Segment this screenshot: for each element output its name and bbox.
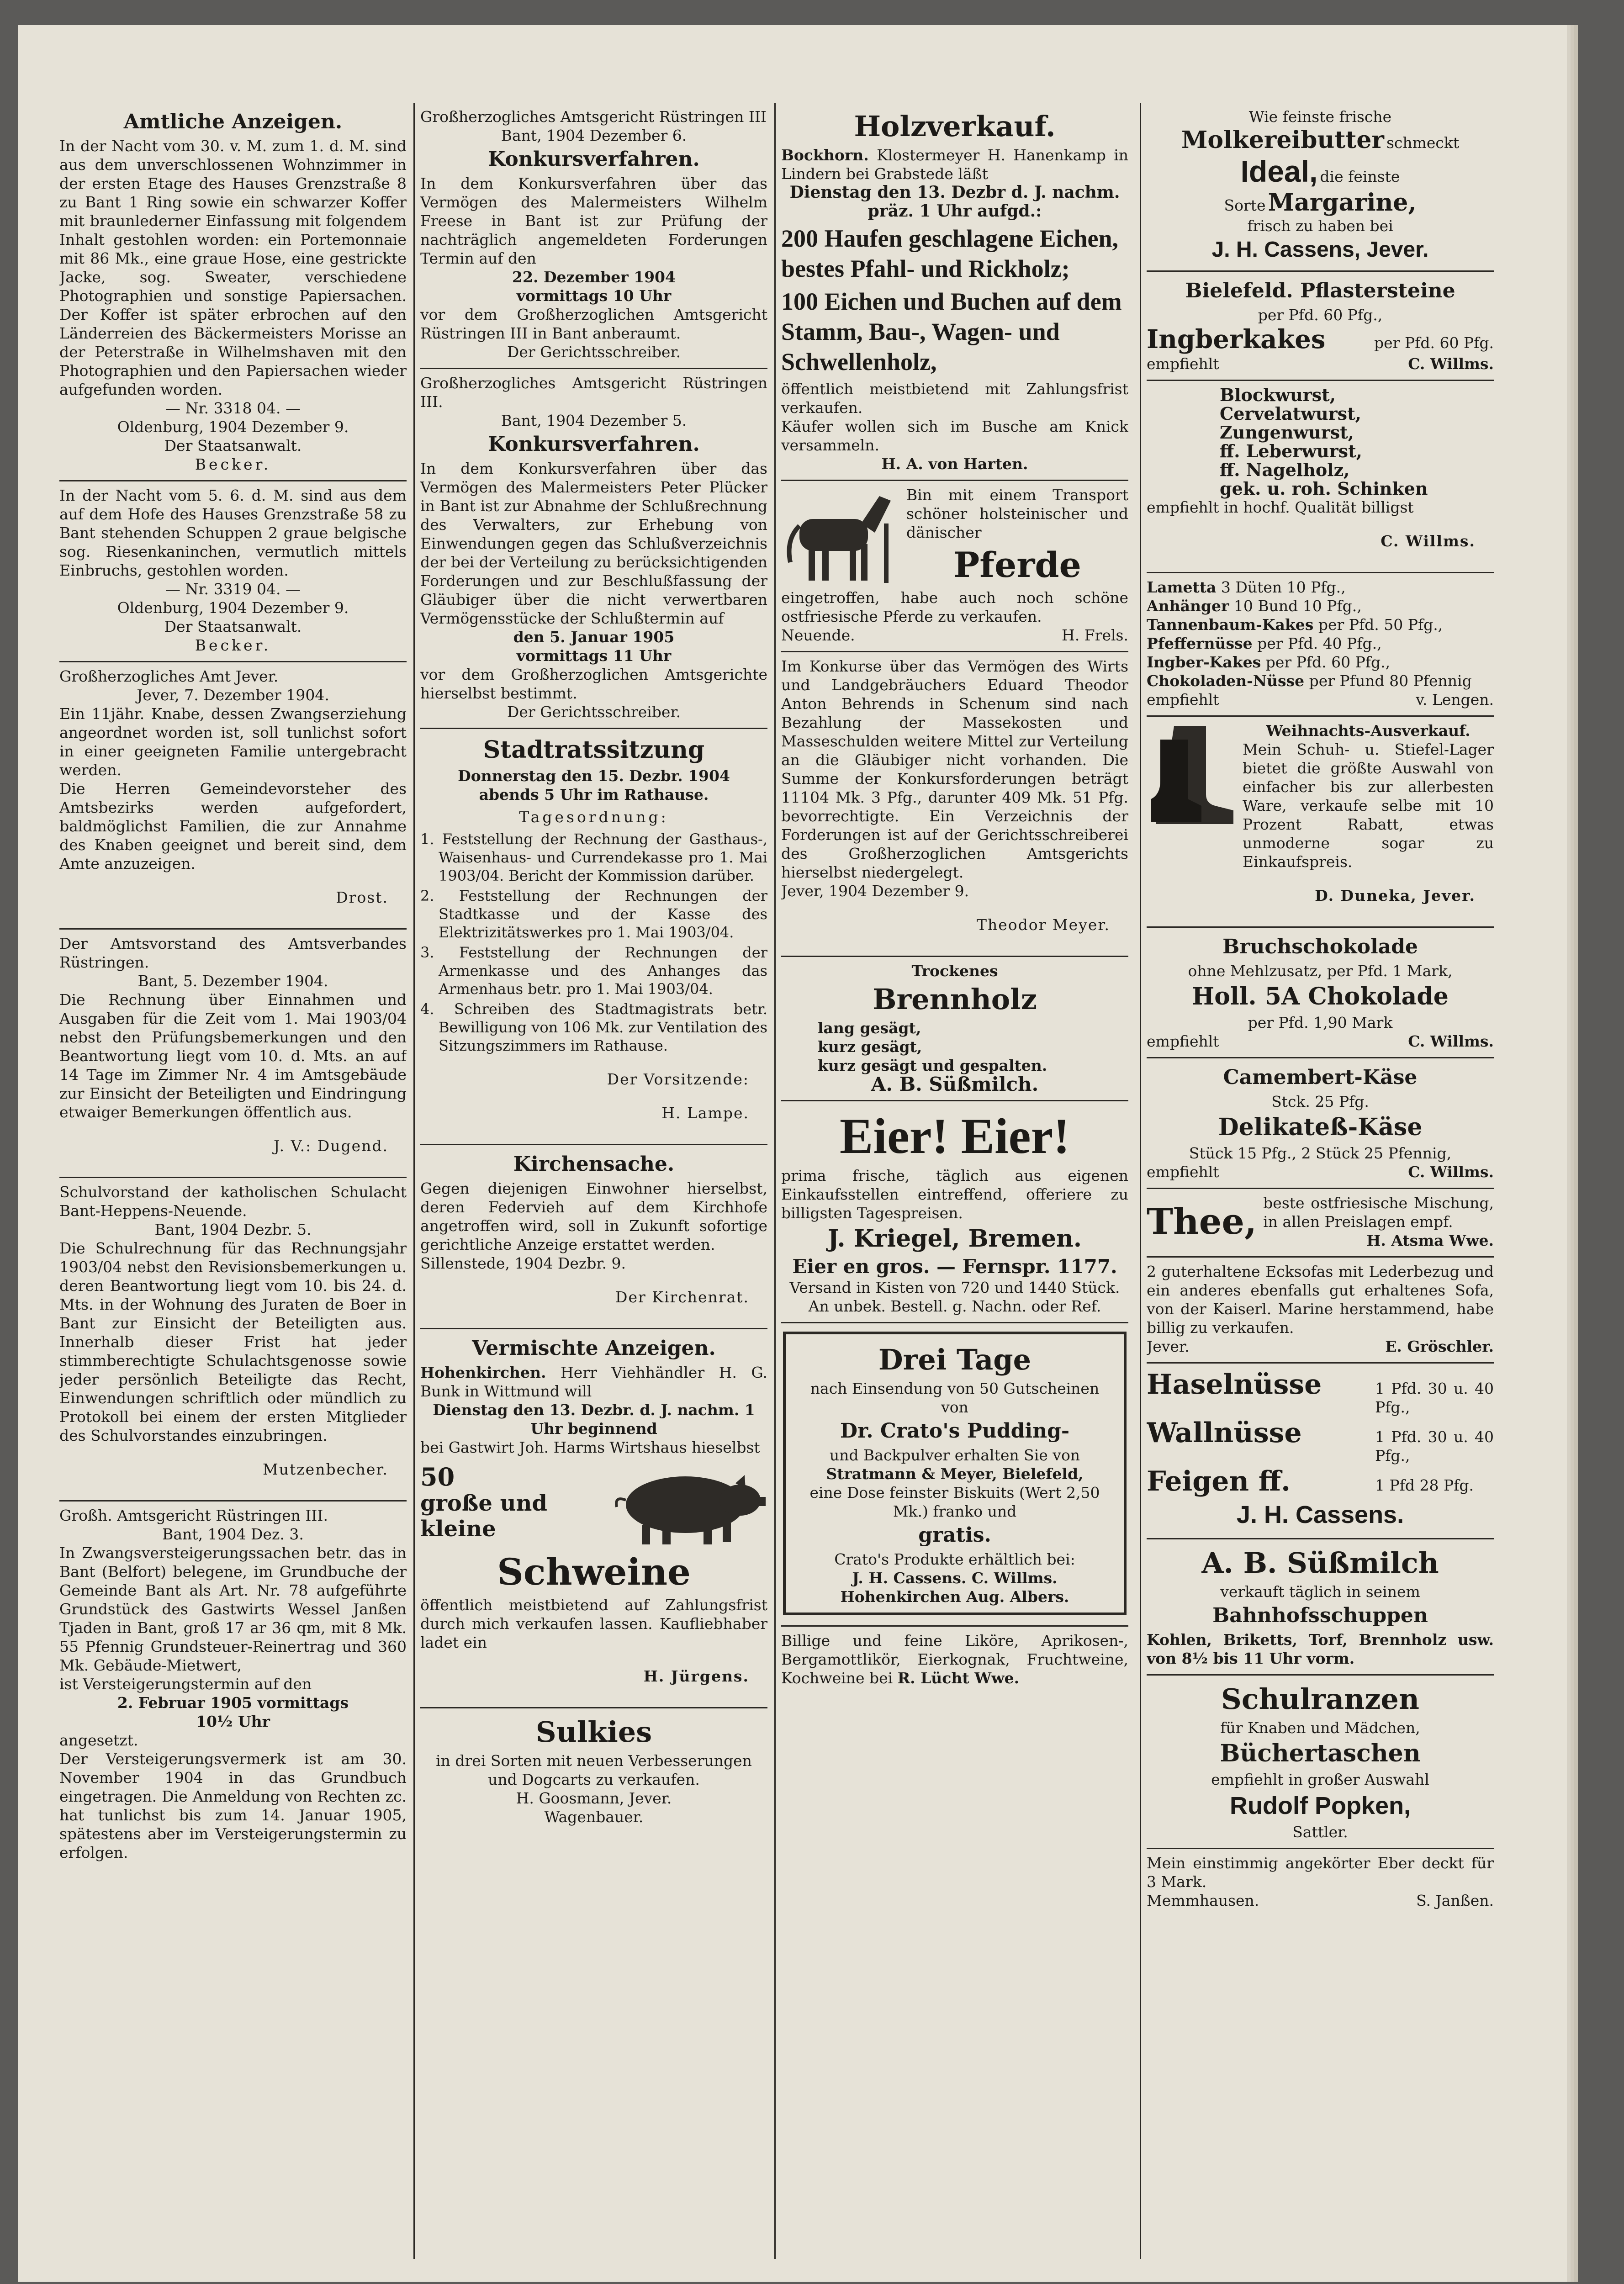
ad-text: eingetroffen, habe auch noch schöne ostfriesische Pferde zu verkaufen.	[781, 589, 1128, 625]
kaese-ad	[1147, 1058, 1494, 1189]
agenda-item: 2. Feststellung der Rechnungen der Stadtkasse und der Kasse des Elektrizitätswerkes pro 1. Mai 1903/04.	[420, 887, 767, 941]
notice-office: Großh. Amtsgericht Rüstringen III.	[59, 1507, 328, 1524]
notice-date: den 5. Januar 1905	[513, 628, 675, 646]
ad-text: empfiehlt in großer Auswahl	[1211, 1771, 1429, 1788]
ad-text: empfiehlt	[1147, 691, 1219, 708]
notice-text: Ein 11jähr. Knabe, dessen Zwangserziehung angeordnet worden ist, soll tunlichst sofort in einer geeigneten Familie untergebracht werden.	[59, 705, 407, 779]
ad-lead: Bockhorn.	[781, 146, 869, 164]
notice-text: vor dem Großherzoglichen Amtsgerichte hierselbst bestimmt.	[420, 666, 767, 702]
ad-text: öffentlich meistbietend auf Zahlungsfrist durch mich verkaufen lassen. Kaufliebhaber ladet ein	[420, 1596, 767, 1651]
ad-price: per Pfund 80 Pfennig	[1309, 672, 1472, 690]
ad-signature: H. Frels.	[1062, 626, 1128, 644]
ad-price: Stck. 25 Pfg.	[1271, 1093, 1369, 1110]
ad-headline: Schweine	[497, 1550, 691, 1593]
ad-headline: Büchertaschen	[1220, 1739, 1421, 1767]
ad-text: Klostermeyer H. Hanenkamp in Lindern bei Grabstede läßt	[781, 146, 1128, 183]
pig-icon	[603, 1457, 767, 1548]
notice-place: Bant, 1904 Dezember 6.	[501, 127, 687, 144]
ad-text: öffentlich meistbietend mit Zahlungsfrist verkaufen.	[781, 380, 1128, 417]
notice-signature: Mutzenbecher.	[262, 1460, 388, 1478]
newspaper-page	[18, 25, 1567, 2282]
ad-firm: J. H. Cassens, Jever.	[1211, 238, 1429, 262]
konkurs-notice-2	[420, 369, 767, 729]
ad-text: und Backpulver erhalten Sie von	[829, 1446, 1080, 1464]
agenda-item: 3. Feststellung der Rechnungen der Armenkasse und des Anhanges das Armenhaus betr. pro 1. Mai 1903/04.	[420, 944, 767, 998]
ad-text: beste ostfriesische Mischung, in allen Preislagen empf.	[1263, 1194, 1494, 1231]
schokolade-ad	[1147, 928, 1494, 1058]
notice-place: Bant, 1904 Dez. 3.	[162, 1525, 304, 1543]
ad-text: Käufer wollen sich im Busche am Knick versammeln.	[781, 418, 1128, 454]
notice-heading: Kirchensache.	[513, 1153, 675, 1176]
eier-ad	[781, 1101, 1128, 1323]
notice-date: Donnerstag den 15. Dezbr. 1904	[458, 767, 730, 785]
notice-place: Bant, 5. Dezember 1904.	[138, 972, 328, 990]
column-3	[781, 103, 1128, 2259]
ad-price: 1 Pfd. 30 u. 40 Pfg.,	[1375, 1380, 1494, 1416]
notice-text: vor dem Großherzoglichen Amtsgericht Rüstringen III in Bant anberaumt.	[420, 306, 767, 342]
ad-price: per Pfd. 1,90 Mark	[1248, 1014, 1393, 1031]
amtsverband-notice	[59, 930, 407, 1178]
ad-price: per Pfd. 60 Pfg.	[1374, 334, 1494, 352]
schweine-ad	[420, 1329, 767, 1708]
notice-time: vormittags 10 Uhr	[516, 287, 672, 305]
agenda-item: 1. Feststellung der Rechnung der Gasthaus-, Waisenhaus- und Currendekasse pro 1. Mai 1903/04. Bericht der Kommission darüber.	[420, 830, 767, 884]
ad-firm: Rudolf Popken,	[1230, 1792, 1411, 1819]
notice-text: Gegen diejenigen Einwohner hierselbst, deren Federvieh auf dem Kirchhofe angetroffen wird, soll in Zukunft sofortige gerichtliche Anzeige erstattet werden.	[420, 1179, 767, 1253]
ad-text: nach Einsendung von 50 Gutscheinen von	[810, 1380, 1100, 1416]
notice-signature: Becker.	[195, 455, 271, 473]
ad-headline: Pferde	[953, 545, 1081, 585]
notice-office: Großherzogliches Amt Jever.	[59, 667, 279, 685]
ad-product: Dr. Crato's Pudding-	[840, 1419, 1070, 1443]
ad-text: schmeckt	[1386, 134, 1460, 152]
ad-text: Bin mit einem Transport schöner holsteinischer und dänischer	[906, 486, 1128, 541]
ad-big-text: 200 Haufen geschlagene Eichen, bestes Pfahl- und Rickholz;	[781, 225, 1118, 282]
kirchensache-notice	[420, 1145, 767, 1329]
ad-gros: Eier en gros. — Fernspr. 1177.	[792, 1255, 1117, 1278]
notice-text: In der Nacht vom 30. v. M. zum 1. d. M. sind aus dem unverschlossenen Wohnzimmer in der ersten Etage des Hauses Grenzstraße 8 zu Bant 1 Ring sowie ein schwarzer Koffer mit braunlederner Einfassung mit folgendem Inhalt gestohlen worden: ein Portemonnaie mit 86 Mk., eine graue Hose, eine gestrickte Jacke, sog. Sweater, verschiedene Photographien und sonstige Papiersachen. Der Koffer ist später erbrochen auf den Länderreien des Bäckermeisters Morisse an der Peterstraße in Wilhelmshaven mit den Photographien und den Papiersachen wieder aufgefunden worden.	[59, 137, 407, 398]
column-4	[1147, 103, 1494, 2259]
ad-signature: C. Willms.	[1381, 532, 1476, 550]
ad-firm: Stratmann & Meyer, Bielefeld,	[826, 1465, 1084, 1483]
eber-ad	[1147, 1849, 1494, 1916]
ad-count: 50	[420, 1462, 455, 1491]
ad-text: Mein einstimmig angekörter Eber deckt für 3 Mark.	[1147, 1854, 1494, 1891]
sofa-ad	[1147, 1258, 1494, 1364]
ad-price: Stück 15 Pfg., 2 Stück 25 Pfennig,	[1189, 1144, 1452, 1162]
notice-time: 10½ Uhr	[196, 1713, 270, 1730]
theft-notice-2	[59, 481, 407, 662]
schulranzen-ad	[1147, 1676, 1494, 1849]
ad-product: Margarine,	[1268, 189, 1417, 217]
ad-date: Dienstag den 13. Dezbr d. J. nachm. präz. 1 Uhr aufgd.:	[789, 183, 1120, 221]
notice-signature: Drost.	[336, 888, 388, 906]
notice-signature: Theodor Meyer.	[976, 916, 1110, 934]
notice-signature: Der Gerichtsschreiber.	[507, 343, 681, 361]
notice-office: Der Amtsvorstand des Amtsverbandes Rüstringen.	[59, 935, 407, 971]
ad-text: An unbek. Bestell. g. Nachn. oder Ref.	[808, 1297, 1101, 1315]
ad-headline: Weihnachts-Ausverkauf.	[1266, 722, 1471, 740]
ad-text: prima frische, täglich aus eigenen Einkaufsstellen eintreffend, offeriere zu billigsten Tagespreisen.	[781, 1167, 1128, 1222]
notice-heading: Konkursverfahren.	[488, 433, 700, 456]
notice-place: Oldenburg, 1904 Dezember 9.	[117, 418, 349, 436]
ad-text: Sorte	[1224, 196, 1266, 214]
notice-date: 22. Dezember 1904	[512, 268, 676, 286]
notice-place: Jever, 7. Dezember 1904.	[137, 686, 329, 704]
ad-headline: Brennholz	[873, 983, 1037, 1016]
ad-item: Cervelatwurst,	[1220, 403, 1361, 424]
notice-number: — Nr. 3319 04. —	[165, 580, 301, 598]
ad-text: empfiehlt in hochf. Qualität billigst	[1147, 498, 1414, 516]
ad-signature: H. Goosmann, Jever.	[516, 1789, 672, 1807]
ad-signature: C. Willms.	[1408, 1032, 1494, 1050]
notice-place: Sillenstede, 1904 Dezbr. 9.	[420, 1254, 626, 1272]
ad-headline: Schulranzen	[1221, 1682, 1419, 1716]
notice-place: Jever, 1904 Dezember 9.	[781, 882, 969, 900]
notice-number: — Nr. 3318 04. —	[165, 399, 301, 417]
ad-gratis: gratis.	[918, 1523, 991, 1547]
ad-headline: Eier! Eier!	[840, 1108, 1070, 1164]
ad-line: kurz gesägt,	[818, 1038, 922, 1056]
ad-date: Dienstag den 13. Dezbr. d. J. nachm. 1 Uhr beginnend	[433, 1401, 755, 1438]
notice-signature: Der Gerichtsschreiber.	[507, 703, 681, 721]
ad-signature: S. Janßen.	[1416, 1892, 1494, 1909]
konkurs-notice-1	[420, 103, 767, 369]
ad-price: 1 Pfd. 30 u. 40 Pfg.,	[1375, 1428, 1494, 1465]
pflastersteine-ad	[1147, 272, 1494, 381]
agenda-item: 4. Schreiben des Stadtmagistrats betr. Bewilligung von 106 Mk. zur Ventilation des Sitzungszimmers im Rathause.	[420, 1000, 767, 1054]
ad-text: eine Dose feinster Biskuits (Wert 2,50 Mk.) franko und	[809, 1484, 1100, 1520]
notice-text: In dem Konkursverfahren über das Vermögen des Malermeisters Wilhelm Freese in Bant ist zur Prüfung der nachträglich angemeldeten Forderungen Termin auf den	[420, 174, 767, 267]
crato-ad	[781, 1323, 1128, 1627]
column-1	[59, 103, 407, 2259]
ad-signature: E. Gröschler.	[1385, 1338, 1494, 1355]
nuts-ad	[1147, 1364, 1494, 1539]
section-heading: Vermischte Anzeigen.	[472, 1337, 716, 1360]
ad-headline: Bielefeld. Pflastersteine	[1185, 279, 1455, 302]
ad-headline: Delikateß-Käse	[1218, 1113, 1423, 1141]
notice-signature: H. Lampe.	[661, 1104, 749, 1122]
notice-office: Großherzogliches Amtsgericht Rüstringen III	[420, 108, 767, 126]
ad-text: Herr Viehhändler H. G. Bunk in Wittmund will	[420, 1364, 767, 1400]
likoer-ad	[781, 1627, 1128, 1694]
notice-place: Bant, 1904 Dezember 5.	[501, 412, 687, 429]
section-heading: Amtliche Anzeigen.	[123, 110, 343, 133]
ad-line: lang gesägt,	[818, 1019, 921, 1037]
ad-text: die feinste	[1320, 168, 1400, 185]
margarine-ad	[1147, 103, 1494, 272]
ad-role: Sattler.	[1292, 1823, 1348, 1841]
ad-signature: H. Atsma Wwe.	[1366, 1232, 1494, 1249]
notice-office: Schulvorstand der katholischen Schulacht Bant-Heppens-Neuende.	[59, 1183, 407, 1220]
notice-signature: Becker.	[195, 636, 271, 654]
ad-price: 3 Düten 10 Pfg.,	[1221, 578, 1346, 596]
ad-item: Haselnüsse	[1147, 1369, 1322, 1401]
ad-item: Wallnüsse	[1147, 1417, 1302, 1449]
notice-time: abends 5 Uhr im Rathause.	[479, 786, 709, 804]
ad-brand: Ideal,	[1240, 154, 1318, 188]
ad-signature: D. Duneka, Jever.	[1315, 887, 1476, 904]
ad-headline: Bruchschokolade	[1222, 935, 1418, 958]
ad-text: empfiehlt	[1147, 355, 1219, 373]
notice-heading: Konkursverfahren.	[488, 148, 700, 171]
ad-signature: v. Lengen.	[1416, 691, 1494, 708]
ad-headline: Sulkies	[535, 1715, 652, 1749]
column-rule	[1140, 103, 1141, 2259]
ad-price: 1 Pfd 28 Pfg.	[1375, 1476, 1474, 1494]
notice-office: Der Vorsitzende:	[607, 1070, 749, 1088]
ad-lead: Hohenkirchen.	[420, 1364, 546, 1381]
ad-item: Ingber-Kakes	[1147, 653, 1261, 671]
ad-place: Jever.	[1147, 1338, 1190, 1355]
notice-heading: Stadtratssitzung	[483, 736, 705, 764]
agenda-heading: Tagesordnung:	[519, 808, 669, 826]
ad-headline: Holzverkauf.	[854, 110, 1056, 143]
ad-pre: Trockenes	[911, 962, 998, 980]
ad-text: in drei Sorten mit neuen Verbesserungen und Dogcarts zu verkaufen.	[436, 1752, 752, 1788]
notice-time: vormittags 11 Uhr	[516, 647, 672, 665]
ad-price: per Pfd. 60 Pfg.,	[1258, 306, 1383, 324]
ad-place: Memmhausen.	[1147, 1892, 1259, 1909]
ad-text: Kohlen, Briketts, Torf, Brennholz usw. von 8½ bis 11 Uhr vorm.	[1147, 1631, 1494, 1667]
ad-item: Lametta	[1147, 578, 1217, 596]
theft-notice-1	[59, 103, 407, 481]
ad-big-text: kleine	[420, 1516, 496, 1542]
ad-item: Zungenwurst,	[1220, 422, 1354, 443]
notice-text: In der Nacht vom 5. 6. d. M. sind aus dem auf dem Hofe des Hauses Grenzstraße 58 zu Bant stehenden Schuppen 2 graue belgische sog. Riesenkaninchen, vermutlich mittels Einbruchs, gestohlen worden.	[59, 486, 407, 579]
column-rule	[774, 103, 776, 2259]
notice-text: Die Schulrechnung für das Rechnungsjahr 1903/04 nebst den Revisionsbemerkungen u. deren Beantwortung liegt vom 10. bis 24. d. Mts. in der Wohnung des Juraten de Boer in Bant zur Einsicht der Beteiligten aus. Innerhalb dieser Frist hat jeder stimmberechtigte Schulachtsgenosse sowie jeder persönlich Beteiligte das Recht, Einwendungen schriftlich oder mündlich zu Protokoll bei einem der ersten Mitglieder des Schulvorstandes einzubringen.	[59, 1239, 407, 1444]
sulkies-ad	[420, 1708, 767, 1833]
notice-signature: J. V.: Dugend.	[273, 1137, 388, 1155]
ad-item: ff. Leberwurst,	[1220, 441, 1362, 461]
ad-text: für Knaben und Mädchen,	[1220, 1719, 1420, 1737]
notice-signature: Der Kirchenrat.	[615, 1288, 749, 1306]
notice-office: Großherzogliches Amtsgericht Rüstringen III.	[420, 374, 767, 411]
notice-place: Bant, 1904 Dezbr. 5.	[154, 1221, 312, 1238]
ad-signature: C. Willms.	[1408, 355, 1494, 373]
ad-line: kurz gesägt und gespalten.	[818, 1057, 1047, 1074]
ad-big-text: große und	[420, 1491, 547, 1516]
ad-signature: H. Jürgens.	[643, 1667, 749, 1685]
ad-signature: R. Lücht Wwe.	[897, 1669, 1020, 1687]
notice-text: Der Versteigerungsvermerk ist am 30. November 1904 in das Grundbuch eingetragen. Die Anmeldung von Rechten zc. hat tunlichst bis zum 14. Januar 1905, spätestens aber im Versteigerungstermin zu erfolgen.	[59, 1750, 407, 1861]
auction-notice	[59, 1502, 407, 1868]
ad-firm: J. H. Cassens.	[1236, 1501, 1404, 1528]
ad-dealers: J. H. Cassens. C. Willms.	[852, 1569, 1058, 1587]
notice-text: ist Versteigerungstermin auf den	[59, 1675, 312, 1693]
notice-place: Oldenburg, 1904 Dezember 9.	[117, 599, 349, 617]
ad-text: ohne Mehlzusatz, per Pfd. 1 Mark,	[1188, 962, 1453, 980]
ad-headline: A. B. Süßmilch	[1201, 1546, 1439, 1580]
notice-text: angesetzt.	[59, 1731, 138, 1749]
notice-text: In Zwangsversteigerungssachen betr. das in Bant (Belfort) belegene, im Grundbuche der Gemeinde Bant als Art. Nr. 78 aufgeführte Grundstück des Gastwirts Wessel Janßen Tjaden in Bant, groß 17 ar 36 qm, mit 8 Mk. 55 Pfennig Grundsteuer-Reinertrag und 360 Mk. Gebäude-Mietwert,	[59, 1544, 407, 1674]
ad-item: Chokoladen-Nüsse	[1147, 672, 1305, 690]
ad-product: Holl. 5A Chokolade	[1192, 983, 1449, 1010]
thee-ad	[1147, 1189, 1494, 1258]
ad-item: Anhänger	[1147, 597, 1229, 615]
ad-item: Feigen ff.	[1147, 1465, 1291, 1497]
ad-place: Neuende.	[781, 626, 855, 644]
holzverkauf-ad	[781, 103, 1128, 481]
schuh-ad	[1147, 717, 1494, 928]
schulvorstand-notice	[59, 1178, 407, 1502]
ad-signature: A. B. Süßmilch.	[871, 1073, 1039, 1095]
ad-firm: J. Kriegel, Bremen.	[827, 1225, 1082, 1253]
stadtrat-notice	[420, 729, 767, 1145]
weihnachts-items-ad	[1147, 573, 1494, 717]
ad-dealers: Hohenkirchen Aug. Albers.	[840, 1588, 1069, 1606]
ad-price: per Pfd. 40 Pfg.,	[1257, 634, 1382, 652]
ad-text: bei Gastwirt Joh. Harms Wirtshaus hieselbst	[420, 1438, 760, 1456]
ad-text: verkauft täglich in seinem	[1220, 1583, 1420, 1601]
ad-price: per Pfd. 50 Pfg.,	[1318, 616, 1443, 634]
notice-date: 2. Februar 1905 vormittags	[117, 1694, 349, 1712]
notice-office: Der Staatsanwalt.	[164, 618, 302, 635]
column-2	[420, 103, 767, 2259]
wurst-ad	[1147, 381, 1494, 573]
ad-item: ff. Nagelholz,	[1220, 460, 1350, 480]
ad-price: per Pfd. 60 Pfg.,	[1265, 653, 1391, 671]
ad-item: Blockwurst,	[1220, 385, 1336, 405]
notice-office: Der Staatsanwalt.	[164, 437, 302, 455]
ad-text: frisch zu haben bei	[1247, 217, 1393, 235]
ad-text: empfiehlt	[1147, 1032, 1219, 1050]
ad-headline: Camembert-Käse	[1223, 1066, 1418, 1089]
ad-text: Crato's Produkte erhältlich bei:	[834, 1550, 1075, 1568]
ad-signature: H. A. von Harten.	[881, 455, 1028, 473]
amt-jever-notice	[59, 662, 407, 930]
ad-text: Billige und feine Liköre, Aprikosen-, Bergamottlikör, Eierkognak, Fruchtweine, Kochweine bei	[781, 1632, 1128, 1687]
column-rule	[413, 103, 415, 2259]
ad-text: empfiehlt	[1147, 1163, 1219, 1181]
ad-role: Wagenbauer.	[544, 1808, 644, 1826]
suessmilch-ad	[1147, 1539, 1494, 1676]
konkurs-notice-3	[781, 652, 1128, 957]
ad-text: 2 guterhaltene Ecksofas mit Lederbezug und ein anderes ebenfalls gut erhaltenes Sofa, von der Kaiserl. Marine herstammend, habe billig zu verkaufen.	[1147, 1263, 1494, 1337]
ad-place: Bahnhofsschuppen	[1212, 1604, 1428, 1627]
brennholz-ad	[781, 957, 1128, 1101]
ad-item: Pfeffernüsse	[1147, 634, 1253, 652]
ad-price: 10 Bund 10 Pfg.,	[1233, 597, 1362, 615]
notice-text: Im Konkurse über das Vermögen des Wirts und Landgebräuchers Eduard Theodor Anton Behrends in Schenum sind nach Bezahlung der Massekosten und Masseschulden weitere Mittel zur Verteilung an die Gläubiger nicht vorhanden. Die Summe der Konkursforderungen beträgt 11104 Mk. 3 Pfg., darunter 409 Mk. 51 Pfg. bevorrechtigte. Ein Verzeichnis der Forderungen ist auf der Gerichtsschreiberei des Großherzoglichen Amtsgerichts hierselbst niedergelegt.	[781, 657, 1128, 881]
ad-item: Tannenbaum-Kakes	[1147, 616, 1314, 634]
ad-headline: Drei Tage	[878, 1343, 1032, 1376]
ad-text: Mein Schuh- u. Stiefel-Lager bietet die größte Auswahl von einfacher bis zur allerbesten Ware, verkaufe selbe mit 10 Prozent Rabatt, etwas unmoderne sogar zu Einkaufspreis.	[1243, 740, 1494, 871]
notice-text: Die Herren Gemeindevorsteher des Amtsbezirks werden aufgefordert, baldmöglichst Familien, die zur Annahme des Knaben geeignet und bereit sind, dem Amte anzuzeigen.	[59, 780, 407, 872]
ad-big-text: 100 Eichen und Buchen auf dem Stamm, Bau-, Wagen- und Schwellenholz,	[781, 288, 1122, 375]
boot-icon	[1147, 721, 1238, 826]
ad-headline: Molkereibutter	[1181, 126, 1384, 154]
notice-text: Die Rechnung über Einnahmen und Ausgaben für die Zeit vom 1. Mai 1903/04 nebst den Prüfungsbemerkungen und den Beantwortung liegt vom 10. d. Mts. an auf 14 Tage im Zimmer Nr. 4 im Amtsgebäude zur Einsicht der Beteiligten und Eindringung etwaiger Bemerkungen öffentlich aus.	[59, 991, 407, 1121]
horse-icon	[781, 487, 900, 587]
notice-text: In dem Konkursverfahren über das Vermögen des Malermeisters Peter Plücker in Bant ist zur Abnahme der Schlußrechnung des Verwalters, zur Erhebung von Einwendungen gegen das Schlußverzeichnis der bei der Verteilung zu berücksichtigenden Forderungen und zur Beschlußfassung der Gläubiger über die nicht verwertbaren Vermögensstücke der Schlußtermin auf	[420, 460, 767, 627]
ad-item: Ingberkakes	[1147, 324, 1326, 354]
ad-item: gek. u. roh. Schinken	[1220, 478, 1428, 499]
ad-text: Versand in Kisten von 720 und 1440 Stück.	[789, 1279, 1120, 1296]
ad-headline: Thee,	[1147, 1200, 1257, 1242]
pferde-ad	[781, 481, 1128, 652]
ad-signature: C. Willms.	[1408, 1163, 1494, 1181]
ad-pre: Wie feinste frische	[1248, 108, 1392, 126]
